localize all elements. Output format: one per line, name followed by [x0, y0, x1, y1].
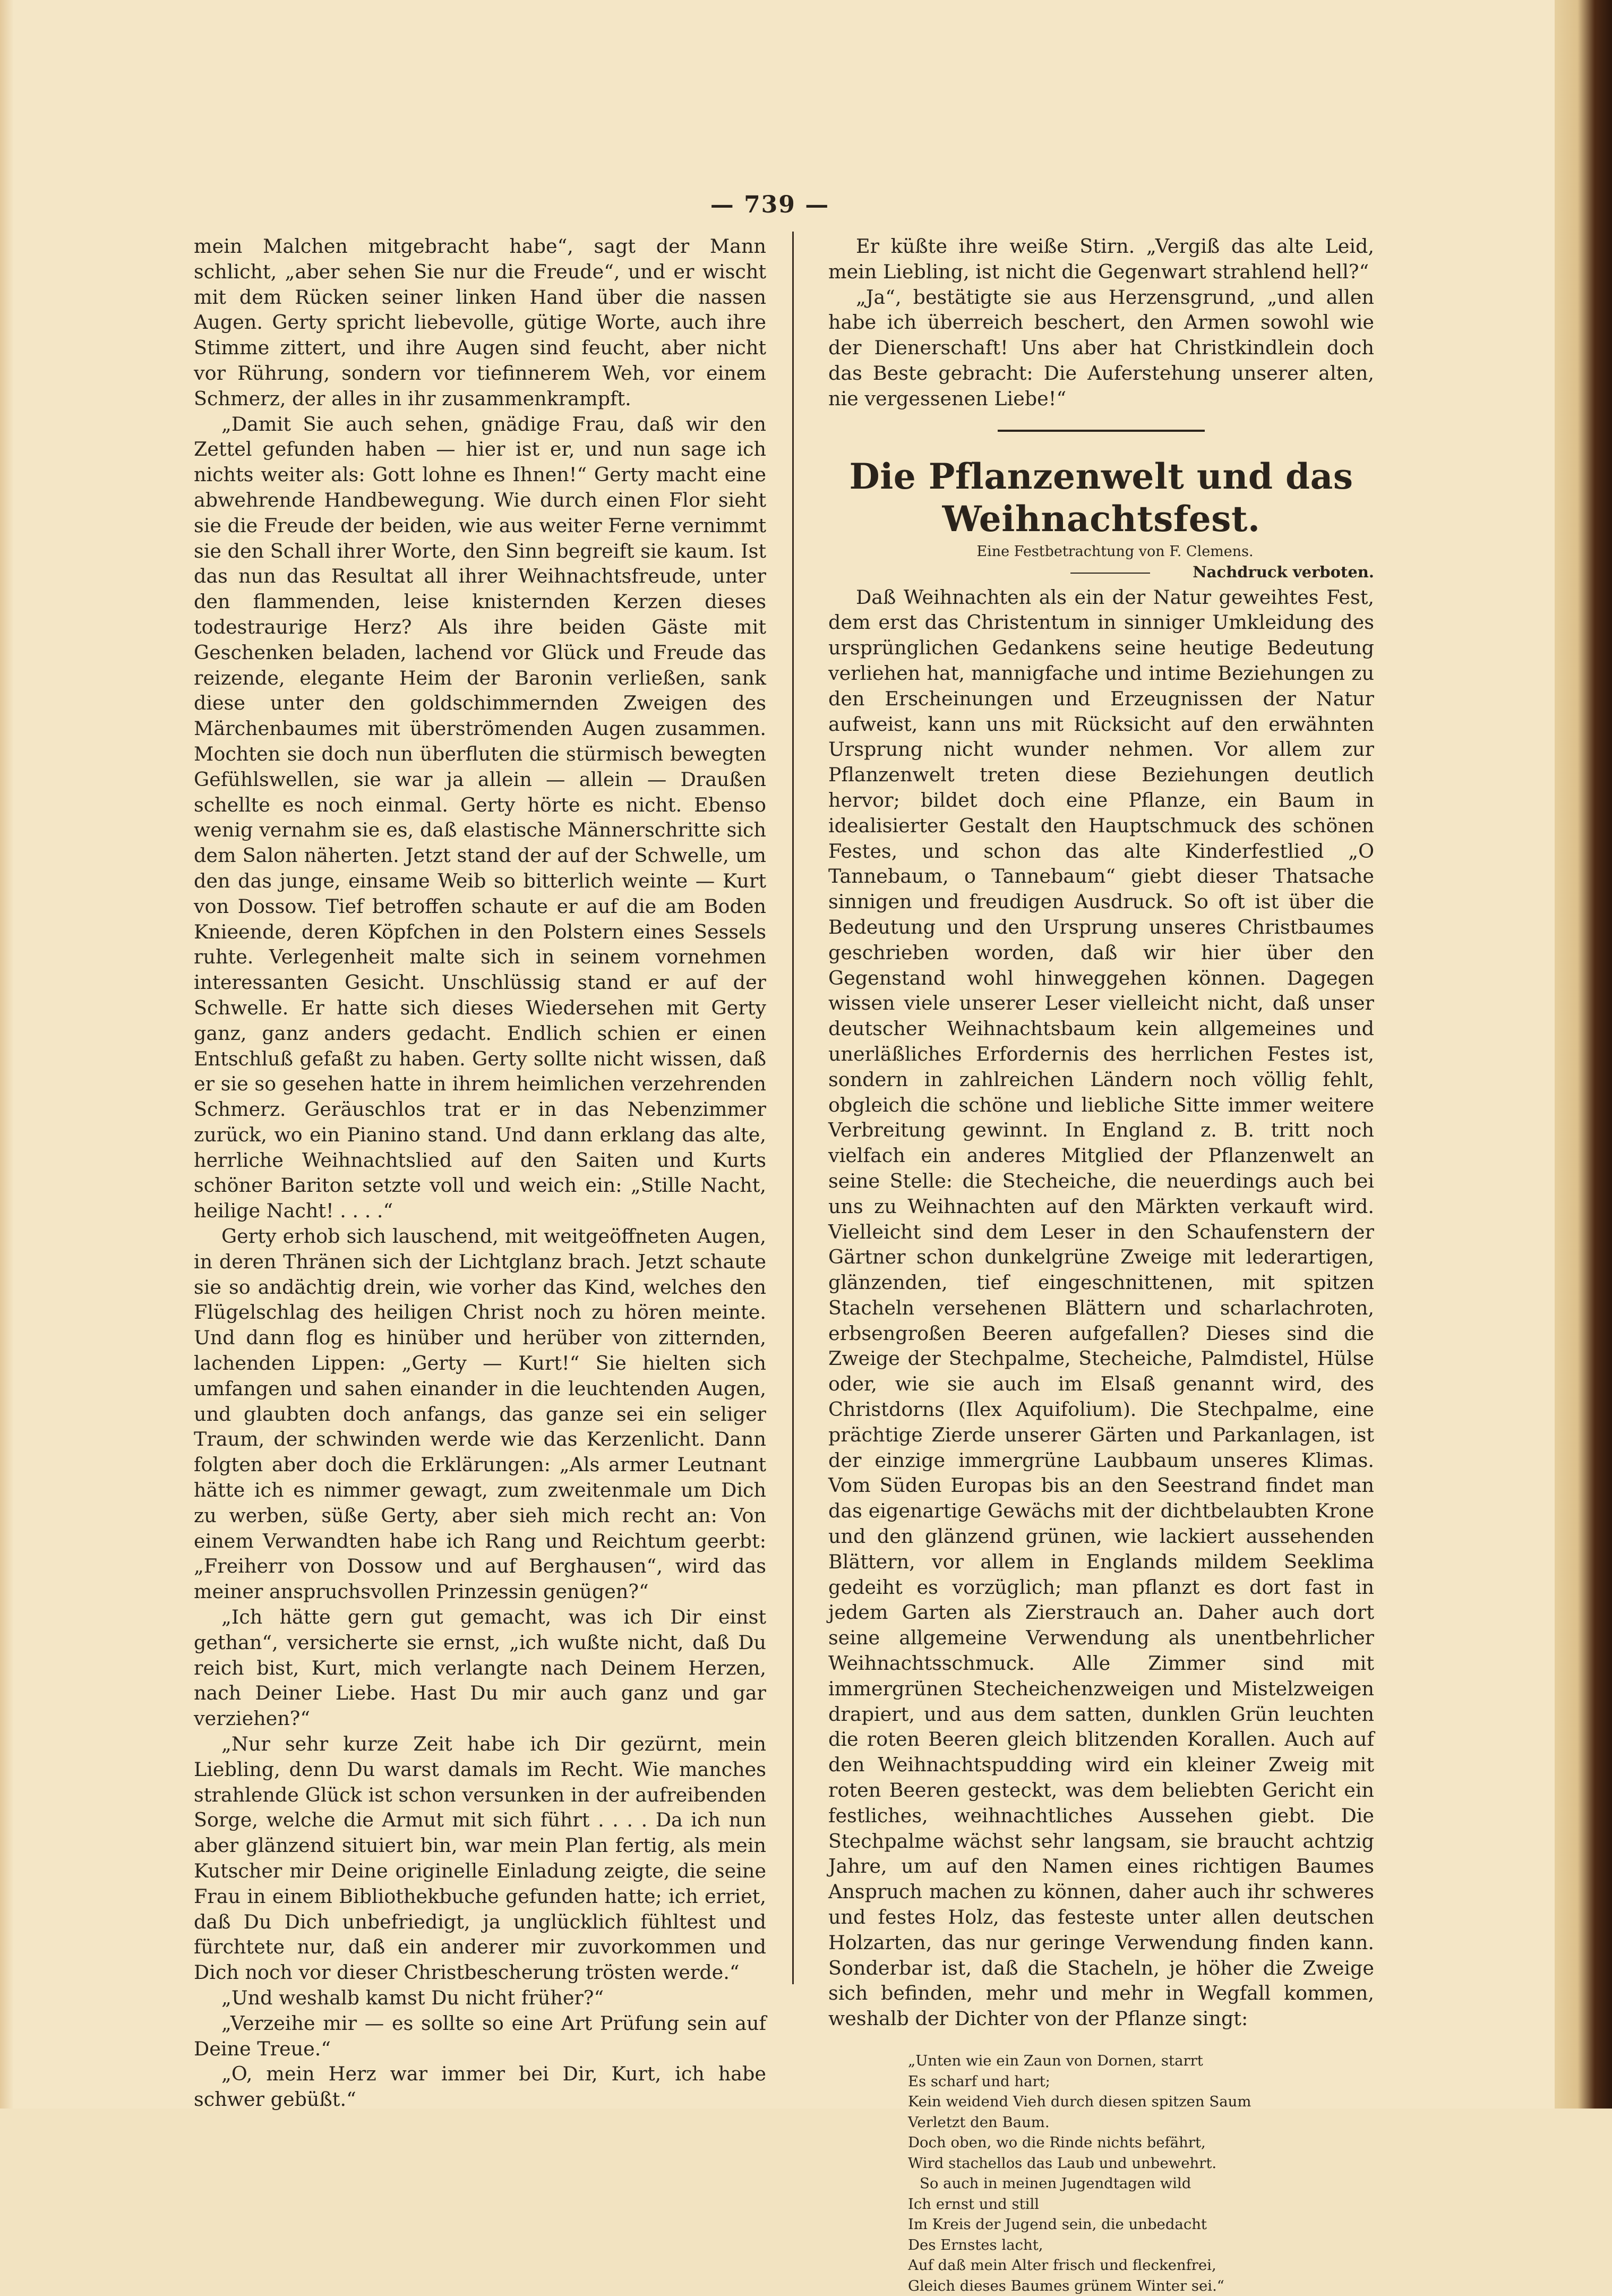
poem-line: Doch oben, wo die Rinde nichts befährt,	[908, 2132, 1374, 2153]
poem-line: Auf daß mein Alter frisch und fleckenfrei,	[908, 2255, 1374, 2276]
poem-line: Gleich dieses Baumes grünem Winter sei.“	[908, 2276, 1374, 2296]
notice-row	[828, 561, 1374, 583]
byline-rule	[1070, 573, 1150, 574]
paragraph: „Ja“, bestätigte sie aus Herzensgrund, „und allen habe ich überreich beschert, den Armen sowohl wie der Dienerschaft! Uns aber hat Christkindlein doch das Beste gebracht: Die Auferstehung unserer alten, nie vergessenen Liebe!“	[828, 285, 1374, 412]
left-column	[194, 234, 766, 1997]
paragraph: „Ich hätte gern gut gemacht, was ich Dir einst gethan“, versicherte sie ernst, „ich wußte nicht, daß Du reich bist, Kurt, mich verlangte nach Deinem Herzen, nach Deiner Liebe. Hast Du mir auch ganz und gar verziehen?“	[194, 1604, 766, 1731]
paragraph: „Verzeihe mir — es sollte so eine Art Prüfung sein auf Deine Treue.“	[194, 2011, 766, 2062]
poem-line: Des Ernstes lacht,	[908, 2235, 1374, 2256]
paragraph: „Damit Sie auch sehen, gnädige Frau, daß wir den Zettel gefunden haben — hier ist er, und nun sage ich nichts weiter als: Gott lohne es Ihnen!“ Gerty macht eine abwehrende Handbewegung. Wie durch einen Flor sieht sie die Freude der beiden, wie aus weiter Ferne vernimmt sie den Schall ihrer Worte, den Sinn begreift sie kaum. Ist das nun das Resultat all ihrer Weihnachtsfreude, unter den flammenden, leise knisternden Kerzen dieses todestraurige Herz? Als ihre beiden Gäste mit Geschenken beladen, lachend vor Glück und Freude das reizende, elegante Heim der Baronin verließen, sank diese unter den goldschimmernden Zweigen des Märchenbaumes mit überströmenden Augen zusammen. Mochten sie doch nun überfluten die stürmisch bewegten Gefühlswellen, sie war ja allein — allein — Draußen schellte es noch einmal. Gerty hörte es nicht. Ebenso wenig vernahm sie es, daß elastische Männerschritte sich dem Salon näherten. Jetzt stand der auf der Schwelle, um den das junge, einsame Weib so bitterlich weinte — Kurt von Dossow. Tief betroffen schaute er auf die am Boden Knieende, deren Köpfchen in den Polstern eines Sessels ruhte. Verlegenheit malte sich in seinem vornehmen interessanten Gesicht. Unschlüssig stand er auf der Schwelle. Er hatte sich dieses Wiedersehen mit Gerty ganz, ganz anders gedacht. Endlich schien er einen Entschluß gefaßt zu haben. Gerty sollte nicht wissen, daß er sie so gesehen hatte in ihrem heimlichen verzehrenden Schmerz. Geräuschlos trat er in das Nebenzimmer zurück, wo ein Pianino stand. Und dann erklang das alte, herrliche Weihnachtslied auf den Saiten und Kurts schöner Bariton setzte voll und weich ein: „Stille Nacht, heilige Nacht! . . . .“	[194, 412, 766, 1224]
poem	[908, 2051, 1374, 2296]
poem-line: Im Kreis der Jugend sein, die unbedacht	[908, 2214, 1374, 2235]
page-number: — 739 —	[664, 191, 876, 218]
article-byline: Eine Festbetrachtung von F. Clemens.	[828, 542, 1374, 561]
reprint-notice: Nachdruck verboten.	[1193, 563, 1374, 581]
poem-line: Kein weidend Vieh durch diesen spitzen Saum	[908, 2092, 1374, 2112]
paragraph: Gerty erhob sich lauschend, mit weitgeöffneten Augen, in deren Thränen sich der Lichtglanz brach. Jetzt schaute sie so andächtig drein, wie vorher das Kind, welches den Flügelschlag des heiligen Christ noch zu hören meinte. Und dann flog es hinüber und herüber von zitternden, lachenden Lippen: „Gerty — Kurt!“ Sie hielten sich umfangen und sahen einander in die leuchtenden Augen, und glaubten doch anfangs, das ganze sei ein seliger Traum, der schwinden werde wie das Kerzenlicht. Dann folgten aber doch die Erklärungen: „Als armer Leutnant hätte ich es nimmer gewagt, zum zweitenmale um Dich zu werben, süße Gerty, aber sieh mich recht an: Von einem Verwandten habe ich Rang und Reichtum geerbt: „Freiherr von Dossow und auf Berghausen“, wird das meiner anspruchsvollen Prinzessin genügen?“	[194, 1224, 766, 1604]
page-left-edge	[0, 0, 14, 2109]
paragraph: mein Malchen mitgebracht habe“, sagt der Mann schlicht, „aber sehen Sie nur die Freude“, und er wischt mit dem Rücken seiner linken Hand über die nassen Augen. Gerty spricht liebevolle, gütige Worte, auch ihre Stimme zittert, und ihre Augen sind feucht, aber nicht vor Rührung, sondern vor tiefinnerem Weh, vor einem Schmerz, der alles in ihr zusammenkrampft.	[194, 234, 766, 412]
article-title: Die Pflanzenwelt und das Weihnachtsfest.	[828, 455, 1374, 540]
paragraph: „Und weshalb kamst Du nicht früher?“	[194, 1985, 766, 2011]
right-column	[828, 234, 1374, 1986]
poem-line: So auch in meinen Jugendtagen wild	[908, 2173, 1374, 2194]
column-divider	[792, 232, 794, 1984]
poem-line: Wird stachellos das Laub und unbewehrt.	[908, 2153, 1374, 2174]
poem-line: Verletzt den Baum.	[908, 2112, 1374, 2133]
binding-edge	[1555, 0, 1612, 2109]
poem-line: „Unten wie ein Zaun von Dornen, starrt	[908, 2051, 1374, 2071]
paragraph: „O, mein Herz war immer bei Dir, Kurt, ich habe schwer gebüßt.“	[194, 2061, 766, 2112]
paragraph: Daß Weihnachten als ein der Natur geweihtes Fest, dem erst das Christentum in sinniger Umkleidung des ursprünglichen Gedankens seine heutige Bedeutung verliehen hat, mannigfache und intime Beziehungen zu den Erscheinungen und Erzeugnissen der Natur aufweist, kann uns mit Rücksicht auf den erwähnten Ursprung nicht wunder nehmen. Vor allem zur Pflanzenwelt treten diese Beziehungen deutlich hervor; bildet doch eine Pflanze, ein Baum in idealisierter Gestalt den Hauptschmuck des schönen Festes, und schon das alte Kinderfestlied „O Tannebaum, o Tannebaum“ giebt dieser Thatsache sinnigen und freudigen Ausdruck. So oft ist über die Bedeutung und den Ursprung unseres Christbaumes geschrieben worden, daß wir hier über den Gegenstand wohl hinweggehen können. Dagegen wissen viele unserer Leser vielleicht nicht, daß unser deutscher Weihnachtsbaum kein allgemeines und unerläßliches Erfordernis des herrlichen Festes ist, sondern in zahlreichen Ländern noch völlig fehlt, obgleich die schöne und liebliche Sitte immer weitere Verbreitung gewinnt. In England z. B. tritt noch vielfach ein anderes Mitglied der Pflanzenwelt an seine Stelle: die Stecheiche, die neuerdings auch bei uns zu Weihnachten auf den Märkten verkauft wird. Vielleicht sind dem Leser in den Schaufenstern der Gärtner schon dunkelgrüne Zweige mit lederartigen, glänzenden, tief eingeschnittenen, mit spitzen Stacheln versehenen Blättern und scharlachroten, erbsengroßen Beeren aufgefallen? Dieses sind die Zweige der Stechpalme, Stecheiche, Palmdistel, Hülse oder, wie sie auch im Elsaß genannt wird, des Christdorns (Ilex Aquifolium). Die Stechpalme, eine prächtige Zierde unserer Gärten und Parkanlagen, ist der einzige immergrüne Laubbaum unseres Klimas. Vom Süden Europas bis an den Seestrand findet man das eigenartige Gewächs mit der dichtbelaubten Krone und den glänzend grünen, wie lackiert aussehenden Blättern, vor allem in Englands mildem Seeklima gedeiht es vorzüglich; man pflanzt es dort fast in jedem Garten als Zierstrauch an. Daher auch dort seine allgemeine Verwendung als unentbehrlicher Weihnachtsschmuck. Alle Zimmer sind mit immergrünen Stecheichenzweigen und Mistelzweigen drapiert, und aus dem satten, dunklen Grün leuchten die roten Beeren gleich blitzenden Korallen. Auch auf den Weihnachtspudding wird ein kleiner Zweig mit roten Beeren gesteckt, was dem beliebten Gericht ein festliches, weihnachtliches Aussehen giebt. Die Stechpalme wächst sehr langsam, sie braucht achtzig Jahre, um auf den Namen eines richtigen Baumes Anspruch machen zu können, daher auch ihr schweres und festes Holz, das festeste unter allen deutschen Holzarten, das nur geringe Verwendung finden kann. Sonderbar ist, daß die Stacheln, je höher die Zweige sich befinden, mehr und mehr in Wegfall kommen, weshalb der Dichter von der Pflanze singt:	[828, 585, 1374, 2032]
paragraph: „Nur sehr kurze Zeit habe ich Dir gezürnt, mein Liebling, denn Du warst damals im Recht. Wie manches strahlende Glück ist schon versunken in der aufreibenden Sorge, welche die Armut mit sich führt . . . . Da ich nun aber glänzend situiert bin, war mein Plan fertig, als mein Kutscher mir Deine originelle Einladung zeigte, die seine Frau in einem Bibliothekbuche gefunden hatte; ich erriet, daß Du Dich unbefriedigt, ja unglücklich fühltest und fürchtete nur, daß ein anderer mir zuvorkommen und Dich noch vor dieser Christbescherung trösten werde.“	[194, 1731, 766, 1985]
paragraph: Er küßte ihre weiße Stirn. „Vergiß das alte Leid, mein Liebling, ist nicht die Gegenwart strahlend hell?“	[828, 234, 1374, 285]
poem-line: Es scharf und hart;	[908, 2071, 1374, 2092]
section-separator	[998, 430, 1205, 432]
poem-line: Ich ernst und still	[908, 2194, 1374, 2215]
